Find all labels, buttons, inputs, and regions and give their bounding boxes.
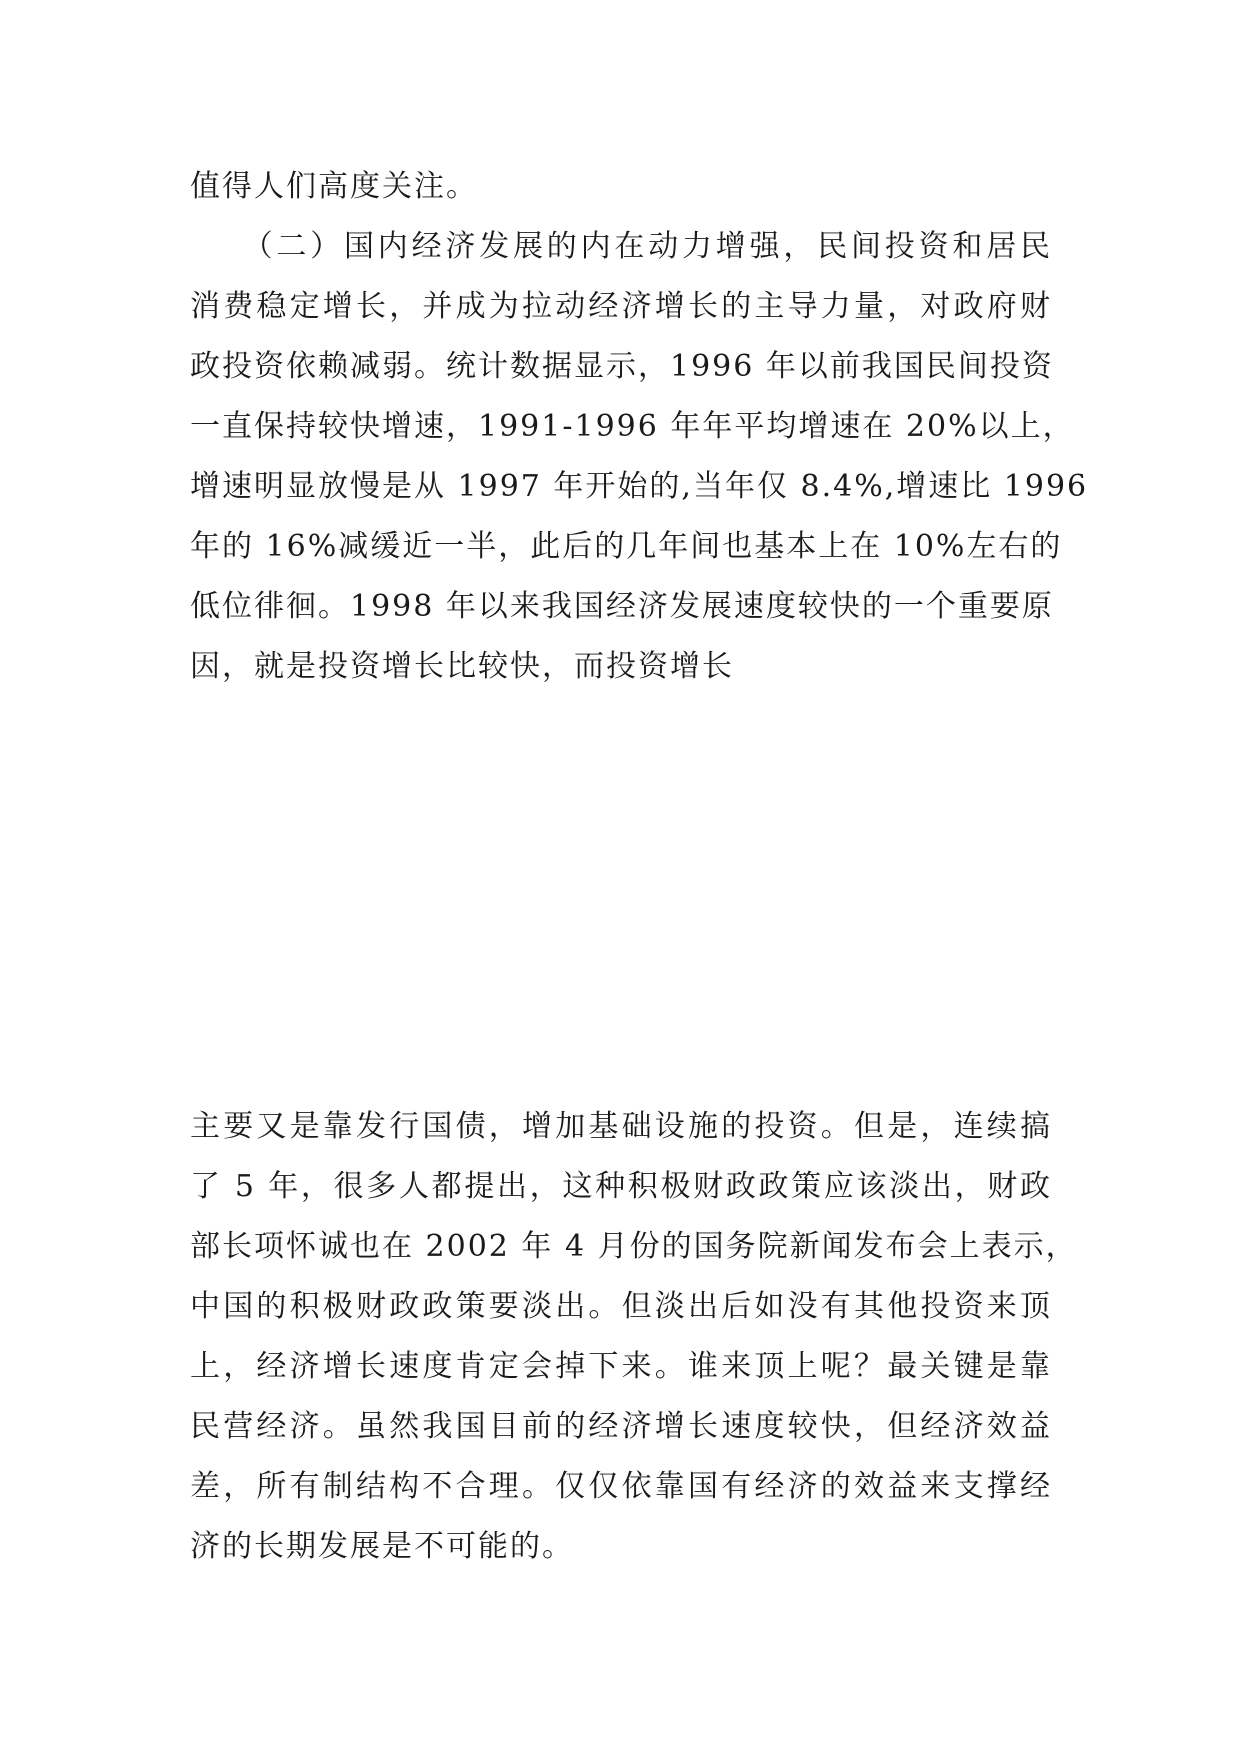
text-line: 消费稳定增长，并成为拉动经济增长的主导力量，对政府财 (190, 289, 1052, 324)
text-line: 民营经济。虽然我国目前的经济增长速度较快，但经济效益 (190, 1409, 1052, 1444)
text-line: 中国的积极财政政策要淡出。但淡出后如没有其他投资来顶 (190, 1289, 1052, 1324)
text-line: 差，所有制结构不合理。仅仅依靠国有经济的效益来支撑经 (190, 1469, 1052, 1504)
text-line: （二）国内经济发展的内在动力增强，民间投资和居民 (190, 229, 1052, 264)
text-line: 了 5 年，很多人都提出，这种积极财政政策应该淡出，财政 (190, 1169, 1052, 1204)
text-line: 济的长期发展是不可能的。 (190, 1529, 574, 1564)
text-line: 增速明显放慢是从 1997 年开始的,当年仅 8.4%,增速比 1996 (190, 469, 1089, 504)
text-line: 低位徘徊。1998 年以来我国经济发展速度较快的一个重要原 (190, 589, 1054, 624)
text-block-lower (190, 1097, 1078, 1577)
text-line: 因，就是投资增长比较快，而投资增长 (190, 649, 734, 684)
text-block-upper (190, 157, 1089, 697)
text-line: 上，经济增长速度肯定会掉下来。谁来顶上呢？最关键是靠 (190, 1349, 1052, 1384)
text-line: 一直保持较快增速，1991-1996 年年平均增速在 20%以上， (190, 409, 1075, 444)
text-line: 值得人们高度关注。 (190, 169, 478, 204)
text-line: 年的 16%减缓近一半，此后的几年间也基本上在 10%左右的 (190, 529, 1063, 564)
text-line: 部长项怀诚也在 2002 年 4 月份的国务院新闻发布会上表示， (190, 1229, 1078, 1264)
text-line: 政投资依赖减弱。统计数据显示，1996 年以前我国民间投资 (190, 349, 1054, 384)
text-line: 主要又是靠发行国债，增加基础设施的投资。但是，连续搞 (190, 1109, 1052, 1144)
